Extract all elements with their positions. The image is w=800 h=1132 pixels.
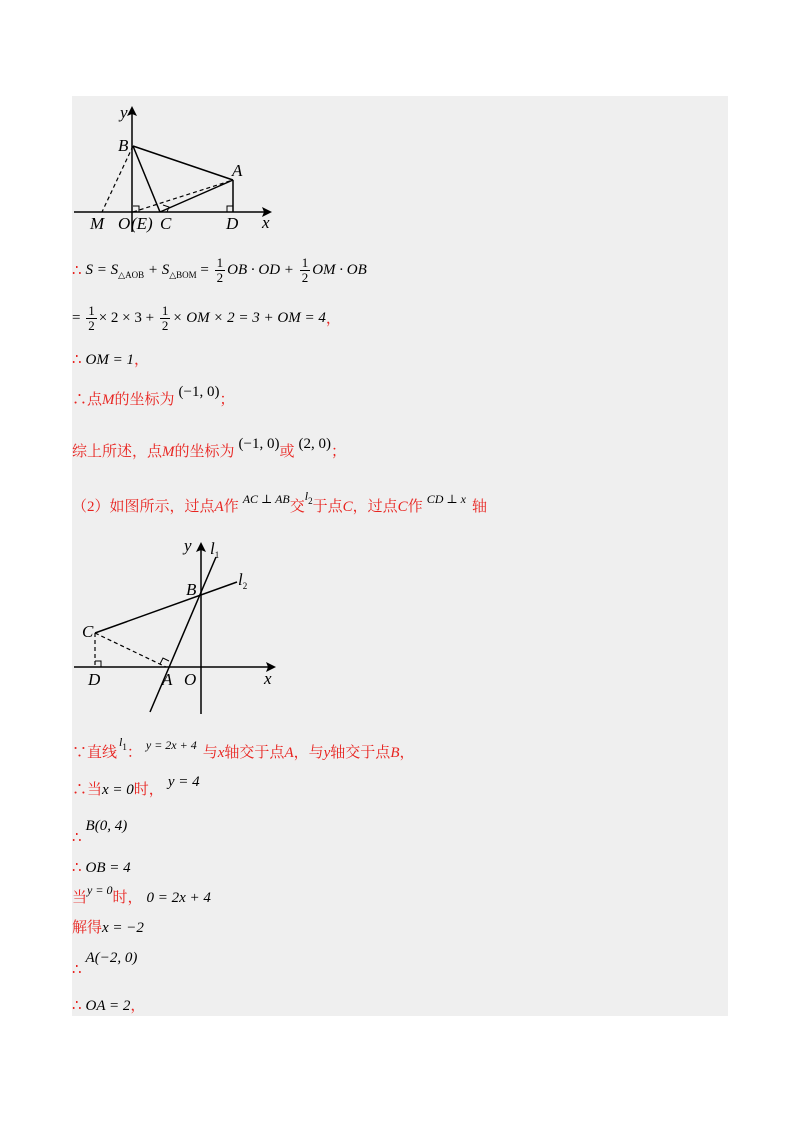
colon: ： — [126, 744, 142, 761]
semicolon: ； — [219, 392, 235, 408]
segment-BC — [133, 146, 160, 212]
therefore-symbol: ∴ — [72, 962, 82, 978]
var-B: B — [390, 744, 400, 761]
line-part-2-intro — [72, 489, 487, 519]
dashed-BM — [102, 146, 133, 212]
label-y: y — [184, 536, 192, 555]
subscript-aob: △AOB — [118, 269, 145, 280]
text-jiede: 解得 — [72, 920, 103, 936]
expr-x-equals-0: x = 0 — [102, 782, 134, 798]
expr-point-B: B(0, 4) — [85, 818, 128, 834]
label-C: C — [82, 622, 94, 641]
label-D: D — [226, 214, 239, 233]
line-solve — [72, 918, 144, 938]
label-B: B — [118, 136, 129, 155]
line-area-calculation — [72, 304, 341, 333]
fraction-half-2: $\frac{1}{2}$ — [161, 303, 169, 333]
text-zuo-2: 作 — [407, 498, 423, 515]
line-l1 — [150, 557, 216, 712]
therefore-symbol: ∴ — [72, 352, 82, 368]
label-l2: $l_2$ — [238, 570, 248, 591]
comma: ， — [399, 744, 415, 761]
comma: ， — [134, 352, 150, 368]
expr-oa-equals-2: OA = 2 — [85, 998, 131, 1014]
line-l2-subscript: 2 — [308, 496, 313, 506]
text-shi: 时， — [133, 782, 164, 798]
var-A: A — [284, 744, 294, 761]
text-zhou: 轴 — [471, 498, 487, 515]
equals: = — [72, 309, 81, 326]
label-O: O — [118, 214, 131, 233]
label-l1: $l_1$ — [210, 539, 220, 560]
var-M: M — [102, 392, 115, 408]
dashed-OA — [133, 180, 233, 212]
expr-cd-perp-x: CD ⊥ x — [426, 491, 466, 506]
therefore-symbol: ∴ — [72, 998, 82, 1014]
label-C: C — [160, 214, 172, 233]
dashed-CA — [95, 633, 166, 667]
fraction-half-2: $\frac{1}{2}$ — [301, 255, 309, 285]
text-prefix: ∴点 — [72, 392, 103, 408]
om-equals-1: OM = 1 — [85, 352, 134, 368]
therefore-symbol: ∴ — [72, 860, 82, 876]
figure-1-coordinate-diagram — [72, 100, 292, 240]
text-jiao: 交 — [289, 498, 305, 515]
plus-S: + S — [144, 261, 170, 278]
right-angle-D — [95, 661, 101, 667]
line-point-B — [72, 818, 128, 846]
line-given-l1 — [72, 735, 415, 765]
label-A: A — [232, 161, 243, 180]
segment-BA — [133, 146, 233, 180]
text-prefix: 综上所述，点 — [72, 444, 163, 460]
line-summary — [72, 436, 347, 462]
text-yudian: 于点 — [312, 498, 343, 515]
text-or: 或 — [279, 444, 295, 460]
line-l1-subscript: 1 — [122, 742, 127, 752]
expr-ac-perp-ab: AC ⊥ AB — [242, 491, 290, 506]
ob-od-term: OB · OD + — [227, 261, 298, 278]
right-angle-D — [227, 206, 233, 212]
expr-x-equals-neg2: x = −2 — [102, 920, 144, 936]
expr-y-equals-4: y = 4 — [167, 774, 200, 790]
line-l2 — [95, 582, 237, 633]
var-M: M — [162, 444, 175, 460]
therefore-symbol: ∴ — [72, 830, 82, 846]
figure-2-coordinate-diagram — [72, 530, 292, 720]
text-prefix: ∴当 — [72, 782, 103, 798]
var-x: x — [217, 744, 225, 761]
text-prefix: （2）如图所示，过点 — [72, 498, 215, 515]
label-y: y — [120, 103, 128, 122]
expr-ob-equals-4: OB = 4 — [85, 860, 131, 876]
product-term: × 2 × 3 + — [98, 309, 158, 326]
om-equation: × OM × 2 = 3 + OM = 4 — [172, 309, 326, 326]
var-C: C — [342, 498, 353, 515]
text-coordinate-is: 的坐标为 — [114, 392, 175, 408]
subscript-bom: △BOM — [169, 269, 197, 280]
therefore-symbol: ∴ — [72, 262, 82, 279]
text-guodian: ，过点 — [352, 498, 398, 515]
fraction-half-1: $\frac{1}{2}$ — [88, 303, 95, 333]
label-D: D — [88, 670, 101, 689]
label-x: x — [264, 669, 272, 688]
label-O: O — [184, 670, 197, 689]
text-coordinate-is: 的坐标为 — [174, 444, 235, 460]
var-C-2: C — [397, 498, 408, 515]
text-axis-intersect: 轴交于点 — [224, 744, 285, 761]
line-m-coordinate — [72, 384, 235, 410]
text-because-line: ∵直线 — [72, 744, 118, 761]
expr-point-A: A(−2, 0) — [85, 950, 138, 966]
equals: = — [196, 261, 213, 278]
coordinate-value-2: (2, 0) — [298, 436, 331, 452]
label-x: x — [262, 213, 270, 232]
line-area-expression — [72, 256, 367, 285]
line-ob-equals — [72, 858, 131, 878]
coordinate-value-1: (−1, 0) — [238, 436, 280, 452]
text-axis-intersect-2: 轴交于点 — [330, 744, 391, 761]
line-oa-equals — [72, 996, 145, 1016]
text-with-2: ，与 — [293, 744, 324, 761]
coordinate-value: (−1, 0) — [178, 384, 220, 400]
text-shi: 时， — [112, 890, 143, 906]
text-dang: 当 — [72, 890, 88, 906]
semicolon: ； — [331, 444, 347, 460]
expr-line-equation: y = 2x + 4 — [145, 737, 197, 752]
var-A: A — [214, 498, 224, 515]
text-zuo: 作 — [223, 498, 239, 515]
var-y: y — [323, 744, 331, 761]
line-om-result — [72, 350, 149, 370]
text-with: 与 — [202, 744, 218, 761]
line-point-A — [72, 950, 138, 978]
label-M: M — [90, 214, 105, 233]
comma: ， — [130, 998, 146, 1014]
right-angle-A — [160, 658, 169, 664]
line-when-x-zero — [72, 774, 200, 800]
area-S: S = S — [85, 261, 119, 278]
label-B: B — [186, 580, 197, 599]
fraction-half-1: $\frac{1}{2}$ — [216, 255, 224, 285]
om-ob-term: OM · OB — [312, 261, 367, 278]
line-when-y-zero — [72, 883, 211, 908]
line-l2-symbol: l — [304, 489, 309, 503]
expr-y-equals-0: y = 0 — [87, 883, 113, 897]
line-l1-symbol: l — [119, 735, 123, 749]
comma: ， — [325, 310, 341, 327]
segment-CA — [160, 180, 233, 212]
label-E: (E) — [131, 214, 153, 233]
expr-equation: 0 = 2x + 4 — [146, 890, 211, 906]
label-A: A — [162, 670, 173, 689]
